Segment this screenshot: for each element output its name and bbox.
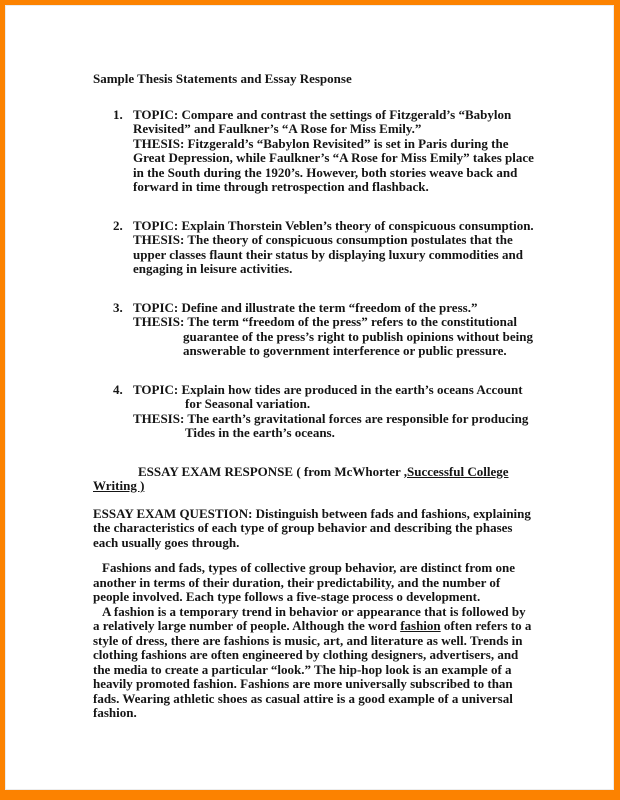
paragraph-fashion-definition [93, 605, 534, 721]
topic-text: TOPIC: Explain Thorstein Veblen’s theory of conspicuous consumption. [133, 217, 534, 233]
thesis-text: THESIS: Fitzgerald’s “Babylon Revisited” is set in Paris during the Great Depression, while Faulkner’s “A Rose for Miss Emily” takes place in the South during the 1920’s. However, both stories weave back and forward in time through retrospection and flashback. [133, 135, 534, 194]
list-item-3 [93, 301, 534, 359]
thesis-text: THESIS: The theory of conspicuous consumption postulates that the upper classes flaunt their status by displaying luxury commodities and engaging in leisure activities. [133, 232, 523, 276]
heading-underlined-text: ,Successful College [403, 463, 509, 479]
topic-text: TOPIC: Define and illustrate the term “freedom of the press.” [133, 299, 478, 315]
document-page [5, 5, 614, 790]
document-content [93, 72, 534, 721]
thesis-text: THESIS: The term “freedom of the press” refers to the constitutional guarantee of the press’s right to publish opinions without being answerable to government interference or public pressure. [133, 314, 533, 358]
document-title: Sample Thesis Statements and Essay Response [93, 71, 352, 86]
underlined-word-fashion: fashion [400, 618, 441, 633]
heading-underlined-text: Writing ) [93, 478, 145, 493]
topic-text: TOPIC: Explain how tides are produced in the earth’s oceans Account for Seasonal variation. [133, 381, 523, 411]
topic-text: TOPIC: Compare and contrast the settings of Fitzgerald’s “Babylon Revisited” and Faulkner’s “A Rose for Miss Emily.” [133, 106, 512, 136]
list-item-2 [93, 219, 534, 277]
list-item-number: 3. [113, 299, 123, 315]
list-item-body [133, 108, 534, 195]
essay-response-heading-line1 [93, 465, 534, 480]
list-item-number: 2. [113, 217, 123, 233]
paragraph-segment: often refers to a style of dress, there are fashions is music, art, and literature as well. Trends in clothing fashions are often engineered by clothing designers, advertisers, and the media to create a particular “look.” The hip-hop look is an example of a heavily promoted fashion. Fashions are more universally subscribed to than fads. Wearing athletic shoes as casual attire is a good example of a universal fashion. [93, 618, 532, 720]
paragraph-segment: A fashion is a temporary trend in behavior or appearance that is followed by a relatively large number of people. Although the word [93, 603, 526, 633]
essay-response-heading [93, 465, 534, 494]
list-item-4 [93, 383, 534, 441]
thesis-list [93, 108, 534, 441]
thesis-text: THESIS: The earth’s gravitational forces are responsible for producing Tides in the earth’s oceans. [133, 410, 529, 440]
list-item-number: 1. [113, 106, 123, 122]
essay-exam-question: ESSAY EXAM QUESTION: Distinguish between fads and fashions, explaining the characteristics of each type of group behavior and describing the phases each usually goes through. [93, 505, 531, 550]
list-item-body [133, 383, 534, 441]
list-item-body [133, 301, 534, 359]
heading-text: ESSAY EXAM RESPONSE ( from McWhorter [138, 463, 404, 479]
list-item-1 [93, 108, 534, 195]
list-item-number: 4. [113, 381, 123, 397]
essay-response-heading-line2 [93, 479, 534, 494]
paragraph-fads-fashions: Fashions and fads, types of collective group behavior, are distinct from one another in terms of their duration, their predictability, and the number of people involved. Each type follows a five-stage process o development. [93, 560, 516, 604]
list-item-body [133, 219, 534, 277]
